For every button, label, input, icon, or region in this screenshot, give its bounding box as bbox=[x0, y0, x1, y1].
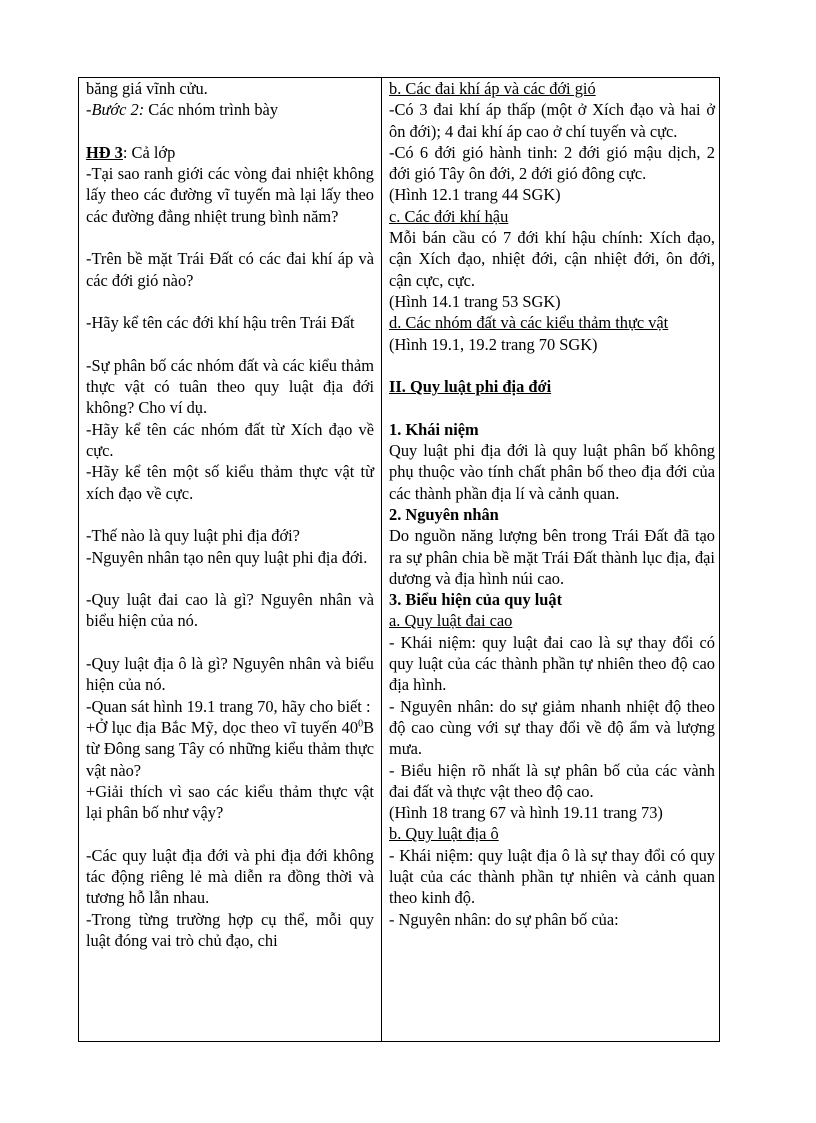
question-5: -Hãy kể tên các nhóm đất từ Xích đạo về cực. bbox=[86, 419, 374, 461]
rule-a-title: a. Quy luật đai cao bbox=[389, 611, 513, 631]
subsection-1-title: 1. Khái niệm bbox=[389, 419, 479, 439]
question-12-part-b: B từ Đông sang Tây có những kiểu thảm thực vật nào? bbox=[86, 717, 374, 780]
subsection-2-title: 2. Nguyên nhân bbox=[389, 504, 499, 524]
degree-superscript: 0 bbox=[358, 718, 364, 730]
step2-label: -Bước 2: bbox=[86, 100, 145, 120]
step2-paragraph bbox=[86, 99, 374, 120]
question-12-part-a: +Ở lục địa Bắc Mỹ, dọc theo vĩ tuyến 40 bbox=[86, 717, 359, 737]
section-ii-title: II. Quy luật phi địa đới bbox=[389, 377, 552, 397]
question-11: -Quan sát hình 19.1 trang 70, hãy cho biết : bbox=[86, 696, 371, 716]
rule-a-text-1: - Khái niệm: quy luật đai cao là sự thay đổi có quy luật của các thành phần tự nhiên theo độ cao địa hình. bbox=[389, 632, 715, 695]
section-d-title: d. Các nhóm đất và các kiểu thảm thực vật bbox=[389, 313, 669, 333]
rule-a-text-3: - Biểu hiện rõ nhất là sự phân bố của các vành đai đất và thực vật theo độ cao. bbox=[389, 760, 715, 801]
question-13: +Giải thích vì sao các kiểu thảm thực vật lại phân bố như vậy? bbox=[86, 781, 374, 823]
content-table bbox=[78, 77, 720, 1042]
statement-14: -Các quy luật địa đới và phi địa đới không tác động riêng lẻ mà diễn ra đồng thời và tương hỗ lẫn nhau. bbox=[86, 845, 374, 908]
question-8: -Nguyên nhân tạo nên quy luật phi địa đới. bbox=[86, 547, 368, 567]
section-b-text-1: -Có 3 đai khí áp thấp (một ở Xích đạo và hai ở ôn đới); 4 đai khí áp cao ở chí tuyến và cực. bbox=[389, 100, 715, 141]
subsection-3-title: 3. Biểu hiện của quy luật bbox=[389, 590, 563, 610]
statement-15: -Trong từng trường hợp cụ thể, mỗi quy luật đóng vai trò chủ đạo, chi bbox=[86, 909, 374, 950]
question-9: -Quy luật đai cao là gì? Nguyên nhân và biểu hiện của nó. bbox=[86, 590, 374, 631]
question-1: -Tại sao ranh giới các vòng đai nhiệt không lấy theo các đường vĩ tuyến mà lại lấy theo các đường đẳng nhiệt trung bình năm? bbox=[86, 164, 374, 226]
hd3-label: HĐ 3 bbox=[86, 142, 123, 162]
subsection-1-text: Quy luật phi địa đới là quy luật phân bố không phụ thuộc vào tính chất phân bố theo địa đới của các thành phần địa lí và cảnh quan. bbox=[389, 441, 715, 503]
rule-b-text-1: - Khái niệm: quy luật địa ô là sự thay đổi có quy luật của các thành phần tự nhiên và cảnh quan theo kinh độ. bbox=[389, 845, 715, 908]
left-line: băng giá vĩnh cửu. bbox=[86, 79, 208, 98]
rule-a-figure-ref: (Hình 18 trang 67 và hình 19.11 trang 73) bbox=[389, 803, 663, 823]
section-b-title: b. Các đai khí áp và các đới gió bbox=[389, 79, 596, 98]
section-b-figure-ref: (Hình 12.1 trang 44 SGK) bbox=[389, 185, 561, 205]
hd3-heading bbox=[86, 142, 374, 163]
section-c-text: Mỗi bán cầu có 7 đới khí hậu chính: Xích đạo, cận Xích đạo, nhiệt đới, cận nhiệt đới, ôn đới, cận cực, cực. bbox=[389, 228, 715, 290]
right-column bbox=[389, 78, 715, 930]
rule-b-title: b. Quy luật địa ô bbox=[389, 824, 499, 844]
rule-b-text-2: - Nguyên nhân: do sự phân bố của: bbox=[389, 909, 619, 929]
question-3: -Hãy kể tên các đới khí hậu trên Trái Đất bbox=[86, 313, 355, 333]
question-4: -Sự phân bố các nhóm đất và các kiểu thảm thực vật có tuân theo quy luật địa đới không? Cho ví dụ. bbox=[86, 355, 374, 418]
subsection-2-text: Do nguồn năng lượng bên trong Trái Đất đã tạo ra sự phân chia bề mặt Trái Đất thành lục địa, đại dương và địa hình núi cao. bbox=[389, 526, 715, 588]
left-column bbox=[86, 78, 374, 951]
step2-text: Các nhóm trình bày bbox=[144, 100, 279, 120]
section-b-text-2: -Có 6 đới gió hành tinh: 2 đới gió mậu dịch, 2 đới gió Tây ôn đới, 2 đới gió đông cực. bbox=[389, 142, 715, 184]
section-d-figure-ref: (Hình 19.1, 19.2 trang 70 SGK) bbox=[389, 334, 598, 354]
section-c-title: c. Các đới khí hậu bbox=[389, 206, 509, 226]
column-divider bbox=[381, 78, 382, 1041]
question-12 bbox=[86, 717, 374, 781]
rule-a-text-2: - Nguyên nhân: do sự giảm nhanh nhiệt độ theo độ cao cùng với sự thay đổi về độ ẩm và lượng mưa. bbox=[389, 696, 715, 759]
question-10: -Quy luật địa ô là gì? Nguyên nhân và biểu hiện của nó. bbox=[86, 654, 374, 695]
hd3-text: : Cả lớp bbox=[122, 142, 176, 162]
section-c-figure-ref: (Hình 14.1 trang 53 SGK) bbox=[389, 291, 561, 311]
question-6: -Hãy kể tên một số kiểu thảm thực vật từ xích đạo về cực. bbox=[86, 462, 374, 503]
question-2: -Trên bề mặt Trái Đất có các đai khí áp và các đới gió nào? bbox=[86, 249, 374, 290]
question-7: -Thế nào là quy luật phi địa đới? bbox=[86, 526, 300, 546]
